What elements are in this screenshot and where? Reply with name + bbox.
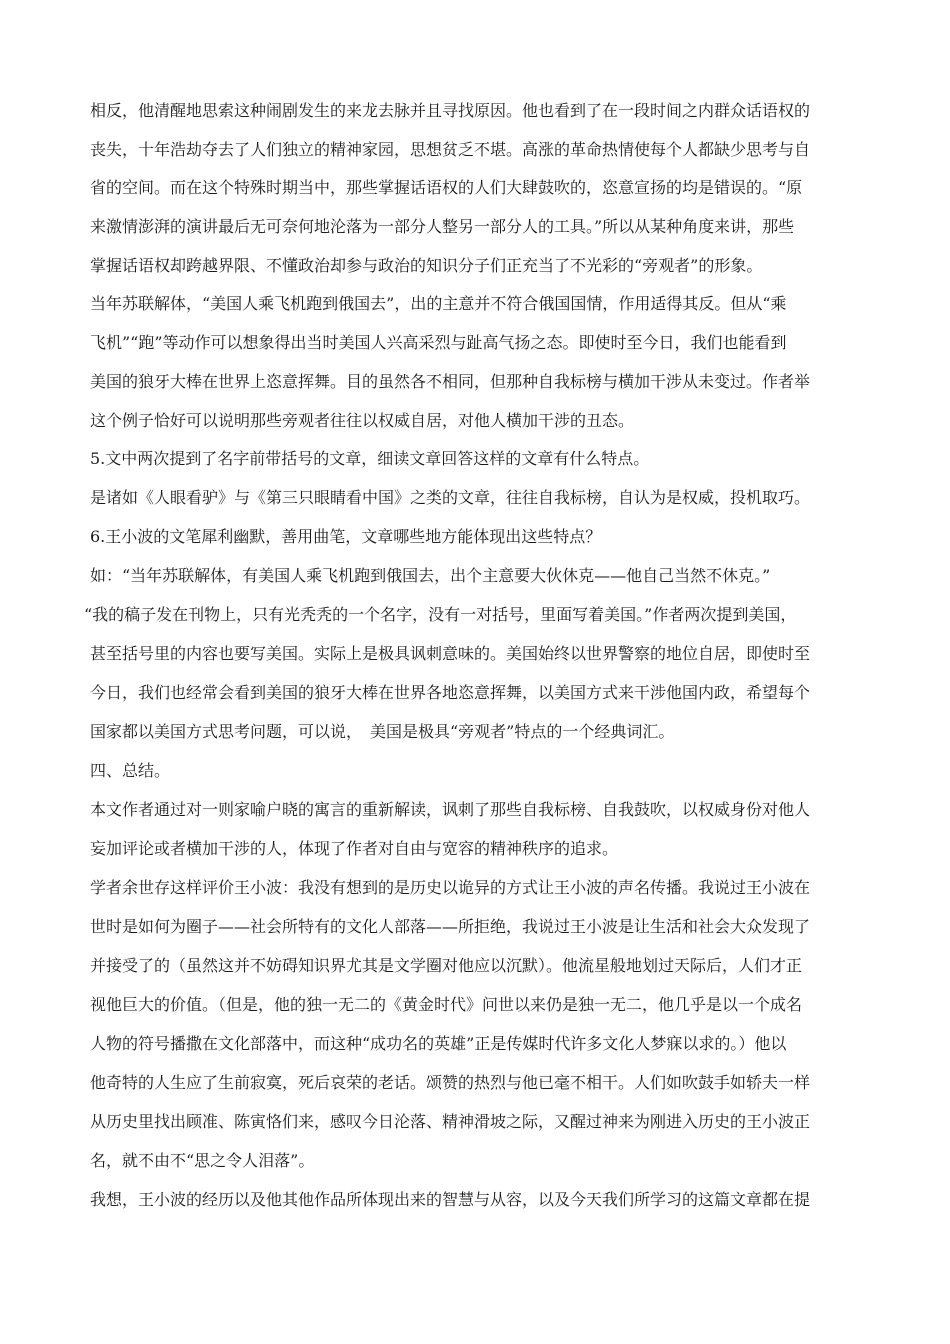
text-line: 丧失，十年浩劫夺去了人们独立的精神家园，思想贫乏不堪。高涨的革命热情使每个人都缺少思考与自 xyxy=(90,140,811,159)
text-line: 省的空间。而在这个特殊时期当中，那些掌握话语权的人们大肆鼓吹的，恣意宣扬的均是错误的。“原 xyxy=(90,178,803,197)
text-line: 掌握话语权却跨越界限、不懂政治却参与政治的知识分子们正充当了不光彩的“旁观者”的形象。 xyxy=(90,256,763,275)
text-line: 本文作者通过对一则家喻户晓的寓言的重新解读，讽刺了那些自我标榜、自我鼓吹，以权威身份对他人 xyxy=(90,800,811,819)
text-line: 来激情澎湃的演讲最后无可奈何地沦落为一部分人整另一部分人的工具。”所以从某种角度来讲，那些 xyxy=(90,217,795,236)
answer-5: 是诸如《人眼看驴》与《第三只眼睛看中国》之类的文章，往往自我标榜，自认为是权威，投机取巧。 xyxy=(90,488,811,507)
section-heading: 四、总结。 xyxy=(90,761,171,780)
text-line: 世时是如何为圈子——社会所特有的文化人部落——所拒绝，我说过王小波是让生活和社会大众发现了 xyxy=(90,917,811,936)
text-line: 从历史里找出顾准、陈寅恪们来，感叹今日沦落、精神滑坡之际，又醒过神来为刚进入历史的王小波正 xyxy=(90,1112,811,1131)
text-line: 今日，我们也经常会看到美国的狼牙大棒在世界各地恣意挥舞，以美国方式来干涉他国内政，希望每个 xyxy=(90,683,811,702)
text-line: 美国的狼牙大棒在世界上恣意挥舞。目的虽然各不相同，但那种自我标榜与横加干涉从未变过。作者举 xyxy=(90,372,811,391)
question-5: 5.文中两次提到了名字前带括号的文章，细读文章回答这样的文章有什么特点。 xyxy=(90,449,650,468)
question-6: 6.王小波的文笔犀利幽默，善用曲笔，文章哪些地方能体现出这些特点？ xyxy=(90,527,602,546)
text-line: 如：“当年苏联解体，有美国人乘飞机跑到俄国去，出个主意要大伙休克——他自己当然不休克。” xyxy=(90,566,771,585)
text-line: 飞机”“跑”等动作可以想象得出当时美国人兴高采烈与趾高气扬之态。即使时至今日，我们也能看到 xyxy=(90,333,787,352)
text-line: 视他巨大的价值。（但是，他的独一无二的《黄金时代》问世以来仍是独一无二，他几乎是以一个成名 xyxy=(90,995,803,1014)
text-line: 妄加评论或者横加干涉的人，体现了作者对自由与宽容的精神秩序的追求。 xyxy=(90,839,619,858)
text-line: 名，就不由不“思之令人泪落”。 xyxy=(90,1151,315,1170)
text-line: 国家都以美国方式思考问题，可以说， 美国是极具“旁观者”特点的一个经典词汇。 xyxy=(90,722,675,741)
text-line: 当年苏联解体，“美国人乘飞机跑到俄国去”，出的主意并不符合俄国国情，作用适得其反。但从“乘 xyxy=(90,294,787,313)
text-line: 他奇特的人生应了生前寂寞，死后哀荣的老话。颂赞的热烈与他已毫不相干。人们如吹鼓手如轿夫一样 xyxy=(90,1073,811,1092)
text-line: “我的稿子发在刊物上，只有光秃秃的一个名字，没有一对括号，里面写着美国。”作者两次提到美国， xyxy=(84,605,797,624)
text-line: 相反，他清醒地思索这种闹剧发生的来龙去脉并且寻找原因。他也看到了在一段时间之内群众话语权的 xyxy=(90,101,811,120)
text-line: 我想，王小波的经历以及他其他作品所体现出来的智慧与从容，以及今天我们所学习的这篇文章都在提 xyxy=(90,1190,811,1209)
text-line: 并接受了的（虽然这并不妨碍知识界尤其是文学圈对他应以沉默）。他流星般地划过天际后，人们才正 xyxy=(90,956,803,975)
text-line: 甚至括号里的内容也要写美国。实际上是极具讽刺意味的。美国始终以世界警察的地位自居，即使时至 xyxy=(90,644,811,663)
text-line: 人物的符号播撒在文化部落中，而这种“成功名的英雄”正是传媒时代许多文化人梦寐以求的。）他以 xyxy=(90,1034,787,1053)
text-line: 这个例子恰好可以说明那些旁观者往往以权威自居，对他人横加干涉的丑态。 xyxy=(90,411,635,430)
text-line: 学者余世存这样评价王小波：我没有想到的是历史以诡异的方式让王小波的声名传播。我说过王小波在 xyxy=(90,878,811,897)
